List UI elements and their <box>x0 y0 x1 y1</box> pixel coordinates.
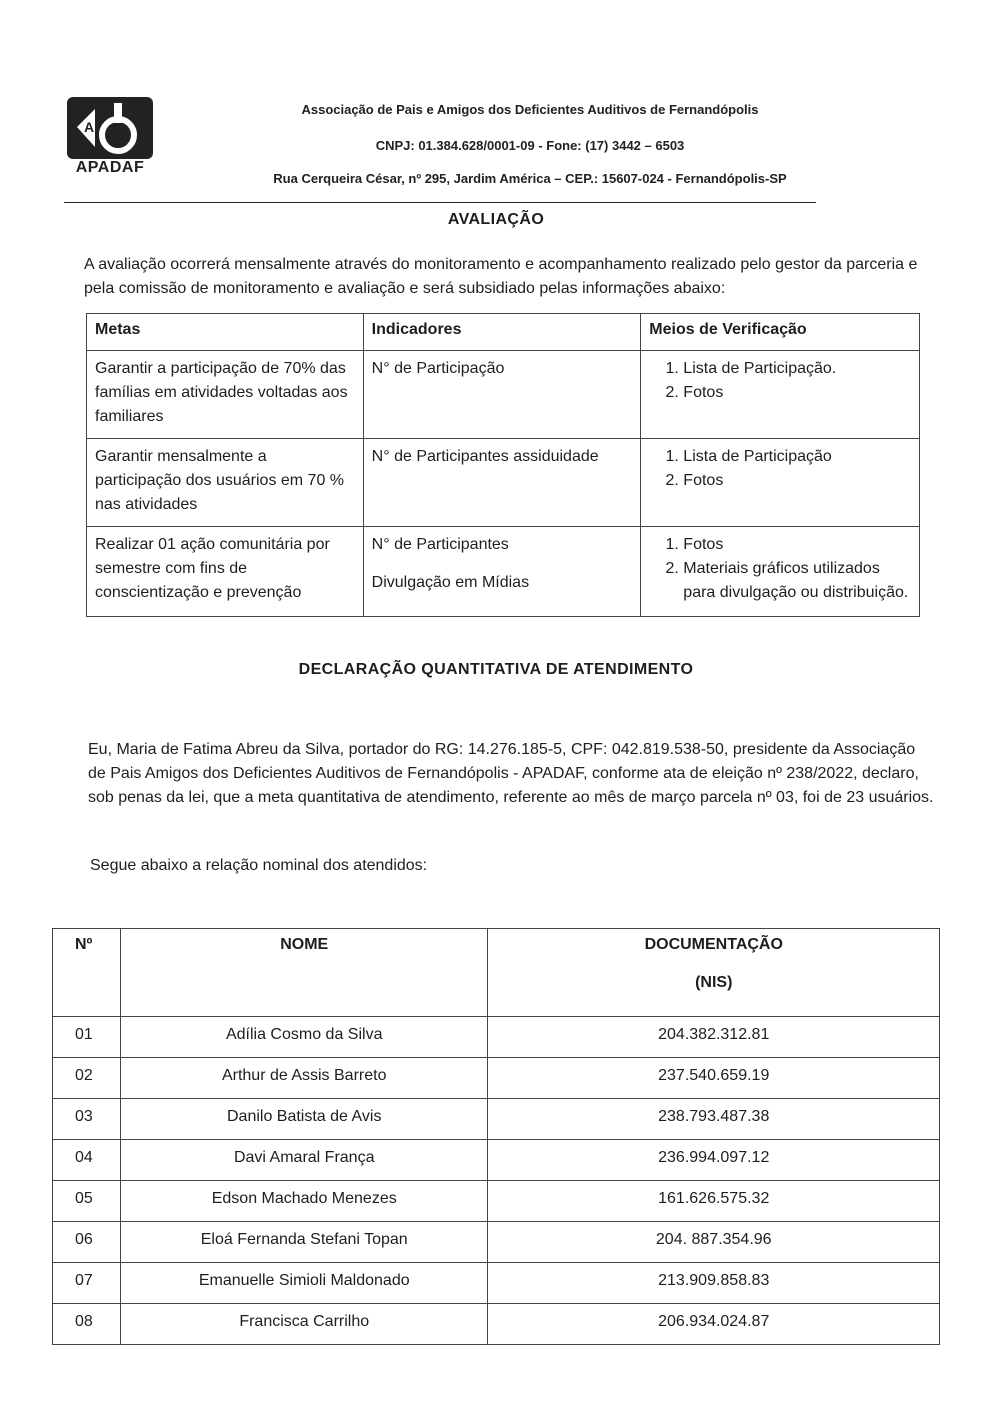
row-num: 02 <box>53 1058 121 1099</box>
logo-emblem <box>67 97 153 159</box>
svg-text:A: A <box>84 119 95 135</box>
verification-item: 2. Materiais gráficos utilizados para divulgação ou distribuição. <box>683 557 911 605</box>
apadaf-logo <box>64 97 156 177</box>
roster-table <box>52 928 940 1345</box>
row-nis: 238.793.487.38 <box>488 1099 940 1140</box>
evaluation-table <box>86 313 920 617</box>
roster-header-row <box>53 929 940 1017</box>
row-name: Davi Amaral França <box>120 1140 488 1181</box>
org-contact: CNPJ: 01.384.628/0001-09 - Fone: (17) 3442 – 6503 <box>375 138 685 153</box>
table-row <box>53 1222 940 1263</box>
meta-cell: Garantir a participação de 70% das famílias em atividades voltadas aos familiares <box>87 351 364 439</box>
row-name: Eloá Fernanda Stefani Topan <box>120 1222 488 1263</box>
row-name: Francisca Carrilho <box>120 1304 488 1345</box>
header-name: NOME <box>120 929 488 1017</box>
row-nis: 206.934.024.87 <box>488 1304 940 1345</box>
row-name: Adília Cosmo da Silva <box>120 1017 488 1058</box>
indicator-line: N° de Participantes <box>371 536 509 553</box>
verification-item: 1. Lista de Participação. <box>683 357 911 381</box>
row-num: 07 <box>53 1263 121 1304</box>
row-num: 04 <box>53 1140 121 1181</box>
row-name: Arthur de Assis Barreto <box>120 1058 488 1099</box>
org-name: Associação de Pais e Amigos dos Deficientes Auditivos de Fernandópolis <box>301 102 759 117</box>
header-indicadores: Indicadores <box>363 314 641 351</box>
declaration-body: Eu, Maria de Fatima Abreu da Silva, portador do RG: 14.276.185-5, CPF: 042.819.538-50, presidente da Associação de Pais Amigos dos Deficientes Auditivos de Fernandópolis - APADAF, conforme ata de eleição nº 238/2022, declaro, sob penas da lei, que a meta quantitativa de atendimento, referente ao mês de março parcela nº 03, foi de 23 usuários. <box>88 741 934 806</box>
meta-cell: Realizar 01 ação comunitária por semestre com fins de conscientização e prevenção <box>87 527 364 617</box>
declaration-title: DECLARAÇÃO QUANTITATIVA DE ATENDIMENTO <box>298 661 694 678</box>
table-row <box>53 1263 940 1304</box>
row-nis: 237.540.659.19 <box>488 1058 940 1099</box>
row-nis: 161.626.575.32 <box>488 1181 940 1222</box>
header-num: Nº <box>53 929 121 1017</box>
header-meios: Meios de Verificação <box>641 314 920 351</box>
header-doc-sub: (NIS) <box>695 974 733 991</box>
header-divider <box>64 202 816 203</box>
table-row <box>53 1058 940 1099</box>
evaluation-header-row <box>87 314 920 351</box>
indicator-cell: N° de Participação <box>363 351 641 439</box>
header-doc-label: DOCUMENTAÇÃO <box>644 936 783 953</box>
meta-cell: Garantir mensalmente a participação dos usuários em 70 % nas atividades <box>87 439 364 527</box>
row-num: 08 <box>53 1304 121 1345</box>
row-nis: 204.382.312.81 <box>488 1017 940 1058</box>
row-nis: 236.994.097.12 <box>488 1140 940 1181</box>
verification-cell <box>641 439 920 527</box>
row-name: Emanuelle Simioli Maldonado <box>120 1263 488 1304</box>
table-row <box>53 1140 940 1181</box>
indicator-cell <box>363 527 641 617</box>
table-row <box>53 1304 940 1345</box>
header-metas: Metas <box>87 314 364 351</box>
verification-item: 2. Fotos <box>683 469 911 493</box>
verification-item: 2. Fotos <box>683 381 911 405</box>
org-address: Rua Cerqueira César, nº 295, Jardim América – CEP.: 15607-024 - Fernandópolis-SP <box>273 171 787 186</box>
verification-cell <box>641 351 920 439</box>
verification-cell <box>641 527 920 617</box>
row-name: Danilo Batista de Avis <box>120 1099 488 1140</box>
logo-text: APADAF <box>75 159 145 176</box>
header-doc <box>488 929 940 1017</box>
evaluation-row <box>87 527 920 617</box>
indicator-cell: N° de Participantes assiduidade <box>363 439 641 527</box>
row-num: 06 <box>53 1222 121 1263</box>
row-nis: 204. 887.354.96 <box>488 1222 940 1263</box>
table-row <box>53 1017 940 1058</box>
indicator-line: Divulgação em Mídias <box>371 574 530 591</box>
row-num: 01 <box>53 1017 121 1058</box>
row-num: 05 <box>53 1181 121 1222</box>
verification-item: 1. Fotos <box>683 533 911 557</box>
evaluation-row <box>87 439 920 527</box>
row-nis: 213.909.858.83 <box>488 1263 940 1304</box>
declaration-follow: Segue abaixo a relação nominal dos atendidos: <box>90 857 428 874</box>
row-num: 03 <box>53 1099 121 1140</box>
evaluation-title: AVALIAÇÃO <box>447 211 545 228</box>
evaluation-row <box>87 351 920 439</box>
verification-item: 1. Lista de Participação <box>683 445 911 469</box>
evaluation-intro: A avaliação ocorrerá mensalmente através do monitoramento e acompanhamento realizado pelo gestor da parceria e pela comissão de monitoramento e avaliação e será subsidiado pelas informações abaixo: <box>84 256 918 297</box>
row-name: Edson Machado Menezes <box>120 1181 488 1222</box>
table-row <box>53 1099 940 1140</box>
table-row <box>53 1181 940 1222</box>
